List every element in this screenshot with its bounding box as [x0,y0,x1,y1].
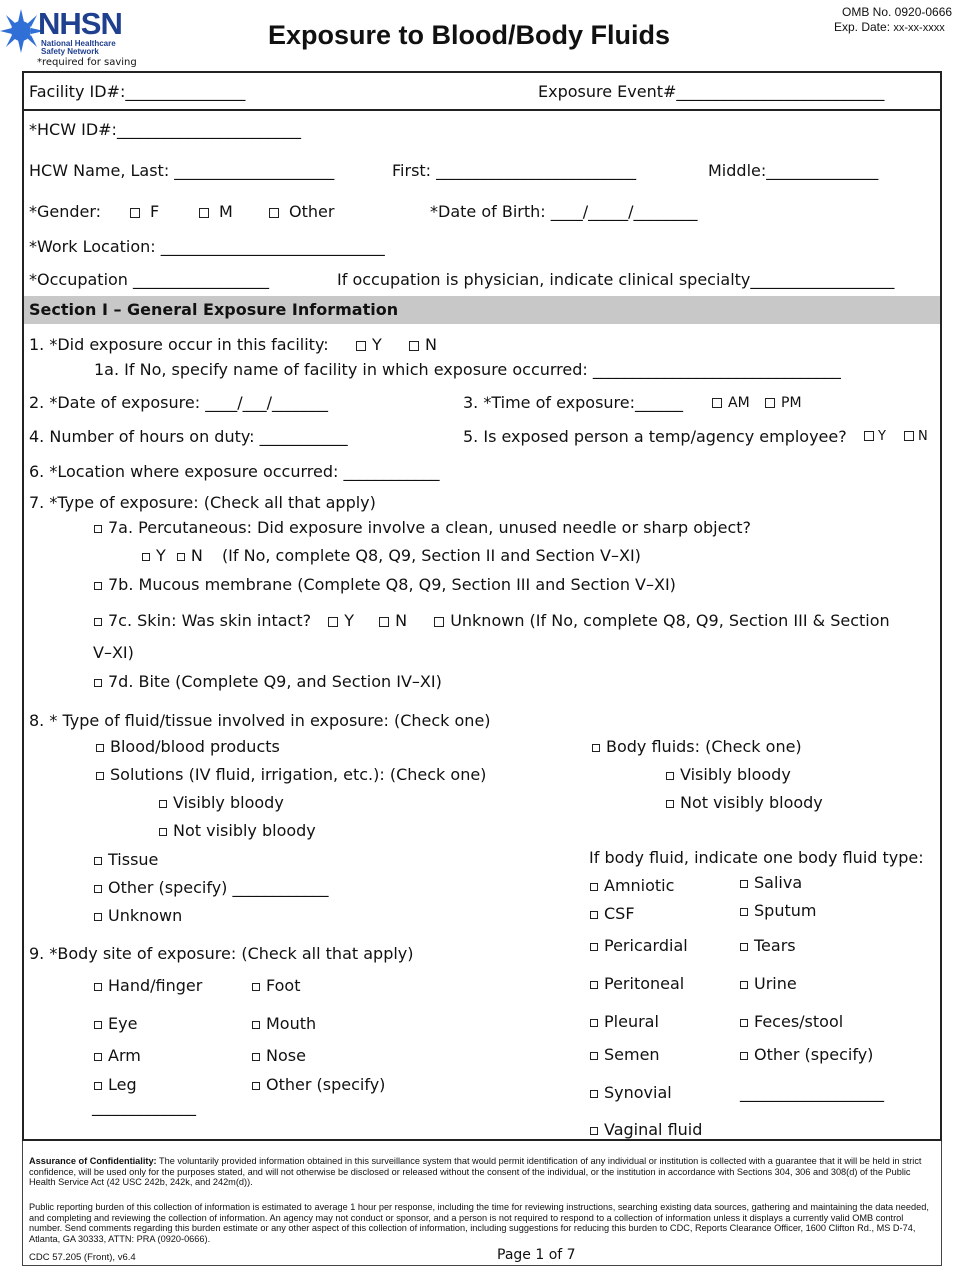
q8-other-option[interactable] [94,878,328,897]
checkbox-icon[interactable] [740,1052,748,1060]
q1-label: 1. *Did exposure occur in this facility: [29,335,329,354]
checkbox-icon[interactable] [740,880,748,888]
gender-f-label: F [150,202,160,221]
gender-other-label: Other [289,202,335,221]
checkbox-icon[interactable] [94,525,102,533]
checkbox-icon[interactable] [590,1052,598,1060]
q9-label-text: Nose [266,1046,306,1065]
q9-specify-line[interactable]: _____________ [92,1097,196,1116]
checkbox-icon[interactable] [590,911,598,919]
q3-field[interactable]: 3. *Time of exposure:______ [463,393,684,412]
q7a-label: 7a. Percutaneous: Did exposure involve a clean, unused needle or sharp object? [108,518,751,537]
bf-label: CSF [604,904,635,923]
bf-option[interactable] [590,936,688,955]
q8-tissue-option[interactable] [94,850,158,869]
q9-label-text: Other (specify) [266,1075,386,1094]
nhsn-logo [0,4,140,56]
bf-label: Other (specify) [754,1045,874,1064]
q8-body-label: Body fluids: (Check one) [606,737,802,756]
q5-no-option[interactable] [904,429,928,444]
bf-label: Pericardial [604,936,688,955]
q8-blood-label: Blood/blood products [110,737,280,756]
q3-am-option[interactable] [712,395,750,411]
checkbox-icon[interactable] [590,943,598,951]
q8-sol-not-label: Not visibly bloody [173,821,316,840]
name-last-field[interactable]: HCW Name, Last: ____________________ [29,161,335,180]
q9-option[interactable] [94,1046,141,1065]
checkbox-icon[interactable] [590,1090,598,1098]
checkbox-icon[interactable] [94,857,102,865]
bf-label: Semen [604,1045,660,1064]
gender-m-label: M [219,202,233,221]
q5-no-label: N [918,429,928,444]
bf-label: Pleural [604,1012,659,1031]
q3-pm-label: PM [781,395,802,411]
checkbox-icon[interactable] [269,208,279,218]
q7a-note: (If No, complete Q8, Q9, Section II and Section V–XI) [221,546,641,565]
page-title: Exposure to Blood/Body Fluids [268,20,671,50]
q8-unknown-option[interactable] [94,906,182,925]
q8-solutions-label: Solutions (IV fluid, irrigation, etc.): (Check one) [110,765,487,784]
gender-f-option[interactable] [130,202,159,221]
checkbox-icon[interactable] [159,828,167,836]
q1-yes-option[interactable] [356,335,382,354]
q8-body-not-option[interactable] [666,793,823,812]
checkbox-icon[interactable] [666,800,674,808]
gender-other-option[interactable] [269,202,334,221]
checkbox-icon[interactable] [159,800,167,808]
checkbox-icon[interactable] [765,398,775,408]
checkbox-icon[interactable] [434,617,444,627]
logo-subtitle-2: Safety Network [41,47,99,56]
checkbox-icon[interactable] [590,1019,598,1027]
checkbox-icon[interactable] [409,341,419,351]
logo-wordmark: NHSN [38,6,122,41]
checkbox-icon[interactable] [94,618,102,626]
q8-sol-visibly-label: Visibly bloody [173,793,284,812]
q8-sol-not-option[interactable] [159,821,316,840]
bf-option[interactable] [590,876,674,895]
q9-option[interactable] [94,976,202,995]
checkbox-icon[interactable] [328,617,338,627]
q7a-yes-label: Y [156,546,166,565]
q9-option[interactable] [252,1075,385,1094]
checkbox-icon[interactable] [864,431,874,441]
checkbox-icon[interactable] [590,883,598,891]
q8-body-visibly-option[interactable] [666,765,791,784]
checkbox-icon[interactable] [199,208,209,218]
bf-option[interactable] [740,974,797,993]
q5-yes-option[interactable] [864,429,886,444]
exp-date-label: Exp. Date: [834,20,891,34]
page-number: Page 1 of 7 [497,1247,576,1263]
q7d-option[interactable] [94,672,442,691]
logo-subtitle-1: National Healthcare [41,39,116,48]
bf-label: Peritoneal [604,974,685,993]
q9-option[interactable] [252,976,300,995]
q7a-answers [142,546,641,565]
q7c-option[interactable] [94,611,890,630]
checkbox-icon[interactable] [740,943,748,951]
checkbox-icon[interactable] [904,431,914,441]
checkbox-icon[interactable] [592,744,600,752]
q9-option[interactable] [94,1014,137,1033]
checkbox-icon[interactable] [94,582,102,590]
bf-option[interactable] [590,904,635,923]
hcw-id-field[interactable]: *HCW ID#:_______________________ [29,120,301,139]
bf-label: Amniotic [604,876,675,895]
checkbox-icon[interactable] [356,341,366,351]
q4-field[interactable]: 4. Number of hours on duty: ___________ [29,427,348,446]
facility-id-field[interactable]: Facility ID#:_______________ [29,82,246,101]
q7c-continued: V–XI) [93,643,134,662]
exp-date-value: xx-xx-xxxx [893,22,945,34]
q7c-yes-label: Y [344,611,355,630]
work-location-field[interactable]: *Work Location: ____________________________ [29,237,385,256]
q9-option[interactable] [94,1075,137,1094]
checkbox-icon[interactable] [94,679,102,687]
q8-body-visibly-label: Visibly bloody [680,765,791,784]
q9-option[interactable] [252,1046,306,1065]
gender-label: *Gender: [29,202,102,221]
bf-option[interactable] [740,873,802,892]
q7b-label: 7b. Mucous membrane (Complete Q8, Q9, Section III and Section V–XI) [108,575,676,594]
occupation-field[interactable]: *Occupation _________________ [29,270,270,289]
q8-blood-option[interactable] [96,737,280,756]
q1-no-option[interactable] [409,335,437,354]
bf-label: Sputum [754,901,817,920]
exposure-event-field[interactable]: Exposure Event#__________________________ [538,82,885,101]
checkbox-icon[interactable] [590,981,598,989]
checkbox-icon[interactable] [94,1082,102,1090]
checkbox-icon[interactable] [712,398,722,408]
assurance-text: The voluntarily provided information obtained in this surveillance system that would permit identification of any individual or institution is collected with a guarantee that it will be held in strict confidence, will be used only for the purposes stated, and will not otherwise be disclosed or released without the consent of the individual, or the institution in accordance with Sections 304, 306 and 308(d) of the Public Health Service Act (42 USC 242b, 242k, and 242m(d)). [29,1156,922,1188]
q3-am-label: AM [728,395,750,411]
q3-pm-option[interactable] [765,395,802,411]
q1-yes-label: Y [372,335,382,354]
bf-label: Vaginal fluid [604,1120,703,1139]
bf-option[interactable] [740,936,796,955]
bf-option[interactable] [740,1012,843,1031]
gender-m-option[interactable] [199,202,233,221]
q9-label-text: Mouth [266,1014,317,1033]
checkbox-icon[interactable] [740,908,748,916]
q7d-label: 7d. Bite (Complete Q9, and Section IV–XI) [108,672,442,691]
checkbox-icon[interactable] [130,208,140,218]
q8-tissue-label: Tissue [108,850,159,869]
section-1-title: Section I – General Exposure Information [29,300,399,319]
q9-label-text: Arm [108,1046,141,1065]
q8-sol-visibly-option[interactable] [159,793,284,812]
bf-option[interactable] [590,1120,702,1139]
assurance-block [29,1156,939,1188]
checkbox-icon[interactable] [740,981,748,989]
q8-body-not-label: Not visibly bloody [680,793,823,812]
q6-field[interactable]: 6. *Location where exposure occurred: ____________ [29,462,440,481]
checkbox-icon[interactable] [590,1127,598,1135]
bf-label: Synovial [604,1083,672,1102]
q9-label-text: Eye [108,1014,138,1033]
body-fluid-heading: If body fluid, indicate one body fluid type: [589,848,924,867]
bf-option[interactable] [740,901,816,920]
q8-solutions-option[interactable] [96,765,486,784]
q7c-label: 7c. Skin: Was skin intact? [108,611,312,630]
checkbox-icon[interactable] [94,1053,102,1061]
q2-field[interactable]: 2. *Date of exposure: ____/___/_______ [29,393,328,412]
checkbox-icon[interactable] [252,1082,260,1090]
bf-option[interactable] [590,1045,660,1064]
bf-other-specify-line[interactable]: __________________ [740,1083,884,1102]
q5-label: 5. Is exposed person a temp/agency employee? [463,427,847,446]
bf-option[interactable] [590,974,684,993]
checkbox-icon[interactable] [142,553,150,561]
q1-no-label: N [425,335,437,354]
q8-label: 8. * Type of fluid/tissue involved in exposure: (Check one) [29,711,491,730]
checkbox-icon[interactable] [379,617,389,627]
q1a-field[interactable]: 1a. If No, specify name of facility in which exposure occurred: _______________________________ [94,360,841,379]
q9-label-text: Leg [108,1075,137,1094]
bf-option[interactable] [590,1083,672,1102]
q9-label-text: Hand/finger [108,976,203,995]
q7c-unknown-label: Unknown (If No, complete Q8, Q9, Section III & Section [450,611,890,630]
q9-label: 9. *Body site of exposure: (Check all that apply) [29,944,414,963]
bf-option[interactable] [740,1045,873,1064]
checkbox-icon[interactable] [252,983,260,991]
checkbox-icon[interactable] [94,913,102,921]
checkbox-icon[interactable] [252,1053,260,1061]
q5-yes-label: Y [878,429,886,444]
omb-number: OMB No. 0920-0666 [842,5,953,19]
required-note: *required for saving [37,57,137,68]
bf-label: Tears [754,936,796,955]
specialty-field[interactable]: If occupation is physician, indicate clinical specialty__________________ [337,270,895,289]
checkbox-icon[interactable] [96,744,104,752]
checkbox-icon[interactable] [252,1021,260,1029]
bf-label: Saliva [754,873,803,892]
q8-body-option[interactable] [592,737,802,756]
q7c-no-label: N [395,611,408,630]
exp-date [834,20,945,34]
bf-label: Urine [754,974,797,993]
q8-unknown-label: Unknown [108,906,183,925]
name-middle-field[interactable]: Middle:______________ [708,161,879,180]
checkbox-icon[interactable] [94,885,102,893]
bf-label: Feces/stool [754,1012,844,1031]
bf-option[interactable] [590,1012,659,1031]
q7a-option[interactable] [94,518,751,537]
q9-option[interactable] [252,1014,316,1033]
q9-label-text: Foot [266,976,301,995]
checkbox-icon[interactable] [96,772,104,780]
checkbox-icon[interactable] [666,772,674,780]
checkbox-icon[interactable] [740,1019,748,1027]
checkbox-icon[interactable] [94,983,102,991]
header-rule [22,109,942,111]
q7-label: 7. *Type of exposure: (Check all that apply) [29,493,376,512]
name-first-field[interactable]: First: _________________________ [392,161,637,180]
dob-field[interactable]: *Date of Birth: ____/_____/________ [430,202,698,221]
burden-block: Public reporting burden of this collection of information is estimated to average 1 hour per response, including the time for reviewing instructions, searching existing data sources, gathering and maintaining the data needed, and completing and reviewing the collection of information. An agency may not conduct or sponsor, and a person is not required to respond to a collection of information unless it displays a currently valid OMB control number. Send comments regarding this burden estimate or any other aspect of this collection of information, including suggestions for reducing this burden to CDC, Reports Clearance Officer, 1600 Clifton Rd., MS D-74, Atlanta, GA 30333, ATTN: PRA (0920-0666). [29,1202,929,1244]
q8-other-label: Other (specify) ____________ [108,878,329,897]
q7b-option[interactable] [94,575,676,594]
assurance-label: Assurance of Confidentiality: [29,1156,157,1166]
checkbox-icon[interactable] [94,1021,102,1029]
form-id: CDC 57.205 (Front), v6.4 [29,1252,136,1263]
q7a-no-label: N [190,546,203,565]
checkbox-icon[interactable] [177,553,185,561]
